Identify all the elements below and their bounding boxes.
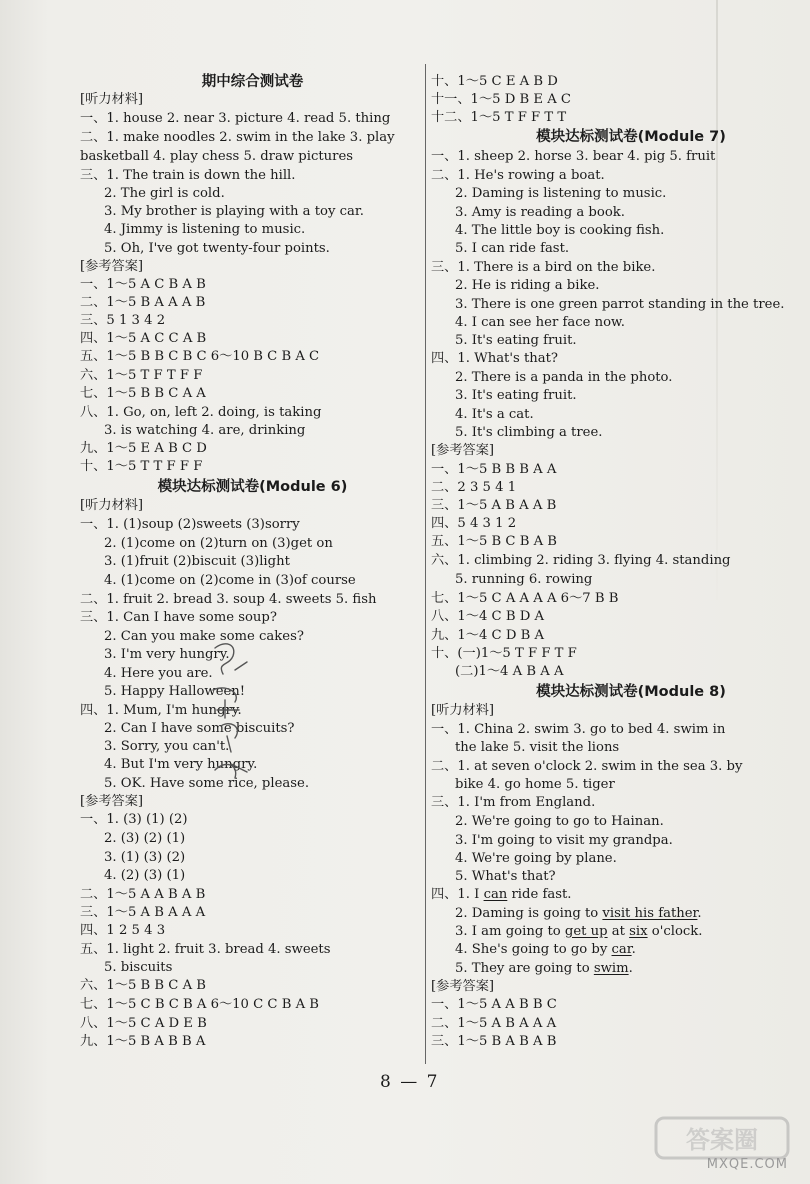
text-line: 5. It's climbing a tree. <box>455 425 603 440</box>
answer-line: 八、1. Go, on, left 2. doing, is taking <box>80 405 322 420</box>
answer-line: 九、1～5 E A B C D <box>80 441 207 456</box>
underlined-word: visit his father <box>602 906 698 921</box>
answer-line: 五、1～5 B C B A B <box>431 534 557 549</box>
text-line: 3. I'm going to visit my grandpa. <box>455 833 673 848</box>
text-line: 5. Happy Halloween! <box>104 684 246 699</box>
text-line: basketball 4. play chess 5. draw pictures <box>80 149 354 164</box>
answer-line: 七、1～5 C A A A A 6～7 B B <box>431 591 619 606</box>
listening-label: [听力材料] <box>80 498 144 513</box>
answer-line: 三、5 1 3 4 2 <box>80 313 166 328</box>
text-line: 3. Amy is reading a book. <box>455 205 625 220</box>
answer-line: 四、1 2 5 4 3 <box>80 923 166 938</box>
pencil-scribble <box>195 640 275 790</box>
underlined-word: can <box>483 887 508 902</box>
text-line: 一、1. China 2. swim 3. go to bed 4. swim in <box>431 722 726 737</box>
text-line: 一、1. (1)soup (2)sweets (3)sorry <box>80 517 300 532</box>
answer-line: 八、1～5 C A D E B <box>80 1016 207 1031</box>
text-line: 二、1. fruit 2. bread 3. soup 4. sweets 5. fish <box>80 592 377 607</box>
midterm-title: 期中综合测试卷 <box>201 74 304 90</box>
text-line: 三、1. I'm from England. <box>431 795 596 810</box>
answer-line: 一、1～5 A C B A B <box>80 277 206 292</box>
text-line: 4. It's a cat. <box>455 407 534 422</box>
text-line: 二、1. He's rowing a boat. <box>431 168 605 183</box>
watermark-site: MXQE.COM <box>706 1157 788 1172</box>
underlined-word: six <box>629 924 648 939</box>
text-line: 5. OK. Have some rice, please. <box>104 776 310 791</box>
answer-line: 六、1～5 B B C A B <box>80 978 206 993</box>
answer-line: 一、1～5 A A B B C <box>431 997 557 1012</box>
text-line: 2. Daming is going to visit his father. <box>455 906 702 921</box>
text-line: 5. Oh, I've got twenty-four points. <box>104 241 330 256</box>
answer-label: [参考答案] <box>431 979 495 994</box>
answer-line: 5. biscuits <box>104 960 173 975</box>
text-line: 2. He is riding a bike. <box>455 278 600 293</box>
answer-line: 3. is watching 4. are, drinking <box>104 423 306 438</box>
module6-title: 模块达标测试卷(Module 6) <box>157 479 348 495</box>
text-line: 四、1. I can ride fast. <box>431 887 572 902</box>
answer-line: 八、1～4 C B D A <box>431 609 544 624</box>
answer-line: 十、1～5 C E A B D <box>431 74 558 89</box>
text-line: 4. Here you are. <box>104 666 213 681</box>
answer-label: [参考答案] <box>80 794 144 809</box>
text-line: 三、1. The train is down the hill. <box>80 168 296 183</box>
text-line: 2. Can I have some biscuits? <box>104 721 295 736</box>
answer-line: 三、1～5 B A B A B <box>431 1034 557 1049</box>
text-line: 5. What's that? <box>455 869 556 884</box>
text-line: 2. The girl is cold. <box>104 186 225 201</box>
underlined-word: car <box>611 942 632 957</box>
answer-line: 十、1～5 T T F F F <box>80 459 203 474</box>
answer-line: (二)1～4 A B A A <box>455 664 564 679</box>
text-line: 三、1. Can I have some soup? <box>80 610 277 625</box>
text-line: 4. Jimmy is listening to music. <box>104 222 306 237</box>
text-line: 3. My brother is playing with a toy car. <box>104 204 364 219</box>
answer-line: 4. (2) (3) (1) <box>104 868 186 883</box>
answer-line: 一、1～5 B B B A A <box>431 462 557 477</box>
answer-line: 九、1～5 B A B B A <box>80 1034 206 1049</box>
page-number: 8 — 7 <box>380 1072 440 1092</box>
text-line: 3. I'm very hungry. <box>104 647 230 662</box>
text-line: 3. There is one green parrot standing in the tree. <box>455 297 785 312</box>
answer-label: [参考答案] <box>431 443 495 458</box>
text-line: the lake 5. visit the lions <box>455 740 620 755</box>
column-divider <box>425 64 426 1064</box>
text-line: bike 4. go home 5. tiger <box>455 777 615 792</box>
text-line: 5. They are going to swim. <box>455 961 633 976</box>
answer-line: 六、1～5 T F T F F <box>80 368 203 383</box>
listening-label: [听力材料] <box>80 92 144 107</box>
answer-label: [参考答案] <box>80 259 144 274</box>
text-line: 一、1. sheep 2. horse 3. bear 4. pig 5. fruit <box>431 149 716 164</box>
module8-title: 模块达标测试卷(Module 8) <box>536 684 726 700</box>
answer-line: 二、2 3 5 4 1 <box>431 480 517 495</box>
underlined-word: swim <box>593 961 629 976</box>
answer-line: 四、1～5 A C C A B <box>80 331 207 346</box>
answer-line: 十一、1～5 D B E A C <box>431 92 571 107</box>
text-line: 4. I can see her face now. <box>455 315 625 330</box>
text-line: 三、1. There is a bird on the bike. <box>431 260 656 275</box>
answer-line: 一、1. (3) (1) (2) <box>80 812 188 827</box>
text-line: 4. But I'm very hungry. <box>104 757 258 772</box>
text-line: 二、1. make noodles 2. swim in the lake 3. play <box>80 130 395 145</box>
watermark-chars: 答案圈 <box>686 1126 758 1154</box>
text-line: 5. I can ride fast. <box>455 241 570 256</box>
text-line: 4. She's going to go by car. <box>455 942 636 957</box>
answer-line: 5. running 6. rowing <box>455 572 593 587</box>
answer-line: 三、1～5 A B A A B <box>431 498 557 513</box>
text-line: 2. Daming is listening to music. <box>455 186 667 201</box>
text-line: 2. (1)come on (2)turn on (3)get on <box>104 536 333 551</box>
text-line: 3. It's eating fruit. <box>455 388 577 403</box>
answer-line: 二、1～5 B A A A B <box>80 295 206 310</box>
answer-line: 五、1～5 B B C B C 6～10 B C B A C <box>80 349 320 364</box>
answer-line: 七、1～5 C B C B A 6～10 C C B A B <box>80 997 319 1012</box>
answer-line: 二、1～5 A B A A A <box>431 1016 557 1031</box>
text-line: 四、1. What's that? <box>431 351 558 366</box>
text-line: 2. There is a panda in the photo. <box>455 370 673 385</box>
answer-line: 七、1～5 B B C A A <box>80 386 206 401</box>
answer-line: 3. (1) (3) (2) <box>104 850 186 865</box>
answer-line: 四、5 4 3 1 2 <box>431 516 517 531</box>
module7-title: 模块达标测试卷(Module 7) <box>536 129 726 145</box>
text-line: 4. We're going by plane. <box>455 851 617 866</box>
answer-line: 六、1. climbing 2. riding 3. flying 4. standing <box>431 553 731 568</box>
text-line: 5. It's eating fruit. <box>455 333 577 348</box>
listening-label: [听力材料] <box>431 703 495 718</box>
answer-line: 十、(一)1～5 T F F T F <box>431 646 577 661</box>
answer-line: 三、1～5 A B A A A <box>80 905 206 920</box>
text-line: 四、1. Mum, I'm hungry. <box>80 703 242 718</box>
answer-line: 十二、1～5 T F F T T <box>431 110 567 125</box>
text-line: 3. Sorry, you can't. <box>104 739 230 754</box>
text-line: 一、1. house 2. near 3. picture 4. read 5. thing <box>80 111 391 126</box>
text-line: 4. (1)come on (2)come in (3)of course <box>104 573 356 588</box>
answer-line: 二、1～5 A A B A B <box>80 887 206 902</box>
text-line: 二、1. at seven o'clock 2. swim in the sea 3. by <box>431 759 743 774</box>
answer-line: 2. (3) (2) (1) <box>104 831 186 846</box>
underlined-word: get up <box>564 924 608 939</box>
text-line: 4. The little boy is cooking fish. <box>455 223 665 238</box>
text-line: 3. I am going to get up at six o'clock. <box>455 924 703 939</box>
answer-line: 九、1～4 C D B A <box>431 628 544 643</box>
text-line: 2. Can you make some cakes? <box>104 629 304 644</box>
answer-line: 五、1. light 2. fruit 3. bread 4. sweets <box>80 942 331 957</box>
text-line: 2. We're going to go to Hainan. <box>455 814 664 829</box>
text-line: 3. (1)fruit (2)biscuit (3)light <box>104 554 290 569</box>
